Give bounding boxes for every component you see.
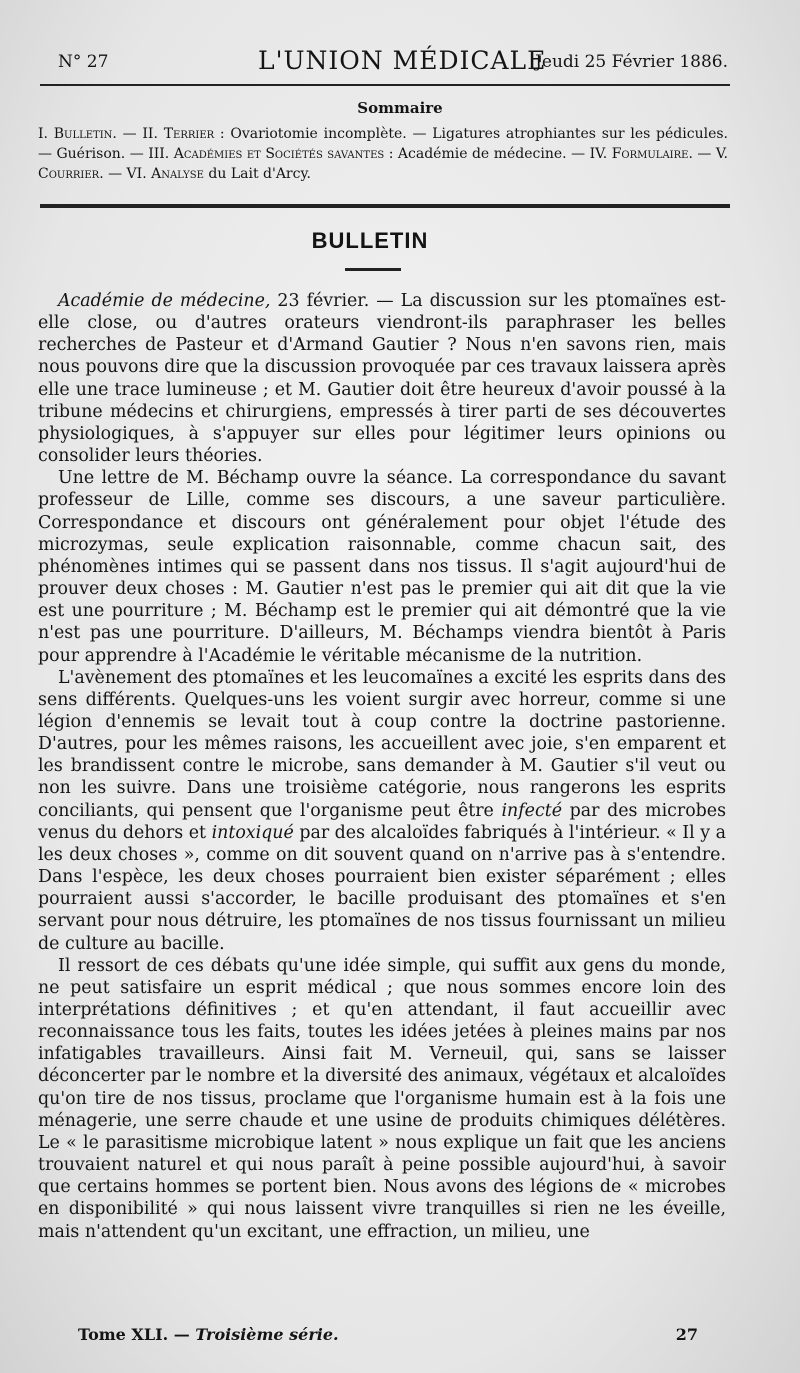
sommaire-vi-num: VI. bbox=[126, 166, 152, 182]
page-number: 27 bbox=[675, 1325, 698, 1344]
sommaire-iv-label: Formulaire bbox=[611, 146, 689, 162]
sommaire-ii-label: Terrier bbox=[163, 126, 215, 142]
paragraph-2: Une lettre de M. Béchamp ouvre la séance. La correspondance du savant professeur de Lille, comme ses discours, a une saveur particulière. Correspondance et discours ont généralement pour objet l'étude des microzymas, seule explication raisonnable, comme chacun sait, des phénomènes intimes qui se passent dans nos tissus. Il s'agit aujourd'hui de prouver deux choses : M. Gautier n'est pas le premier qui ait dit que la vie est une pourriture ; M. Béchamp est le premier qui ait démontré que la vie n'est pas une pourriture. D'ailleurs, M. Béchamps viendra bientôt à Paris pour apprendre à l'Académie le véritable mécanisme de la nutrition. bbox=[38, 468, 726, 666]
section-rule bbox=[40, 204, 730, 208]
sommaire-iii-text: : Académie de médecine. — bbox=[384, 146, 590, 162]
sommaire-vi-label: Analyse bbox=[151, 166, 204, 182]
paragraph-3-part-a: L'avènement des ptomaïnes et les leucomaïnes a excité les esprits dans des sens différents. Quelques-uns les voient surgir avec horreur, comme si une légion d'ennemis se levait tout à coup contre la doctrine pastorienne. D'autres, pour les mêmes raisons, les accueillent avec joie, s'en emparent et les brandissent contre le microbe, sans demander à M. Gautier s'il veut ou non les suivre. Dans une troisième catégorie, nous rangerons les esprits conciliants, qui pensent que l'organisme peut être bbox=[38, 667, 726, 821]
sommaire-vi-text: du Lait d'Arcy. bbox=[203, 166, 311, 182]
tome-label bbox=[78, 1325, 339, 1344]
masthead bbox=[58, 46, 728, 82]
bulletin-heading: BULLETIN bbox=[311, 228, 429, 253]
sommaire-iv-sep: . — bbox=[688, 146, 716, 162]
sommaire-ii-num: . — II. bbox=[112, 126, 164, 142]
sommaire-i-num: I. bbox=[38, 126, 54, 142]
sommaire-v-sep: . — bbox=[99, 166, 127, 182]
paragraph-3-part-c: par des alcaloïdes fabriqués à l'intérieur. « Il y a les deux choses », comme on dit souvent quand on n'arrive pas à s'entendre. Dans l'espèce, les deux choses pourraient bien exister séparément ; elles pourraient aussi s'accorder, le bacille produisant des ptomaïnes et s'en servant pour nous détruire, les ptomaïnes de nos tissus fournissant un milieu de culture au bacille. bbox=[38, 822, 727, 954]
paragraph-1-lead: Académie de médecine, bbox=[58, 291, 271, 311]
issue-date: Jeudi 25 Février 1886. bbox=[535, 52, 728, 72]
sommaire-iv-num: IV. bbox=[589, 146, 612, 162]
paragraph-1-text: 23 février. — La discussion sur les ptomaïnes est-elle close, ou d'autres orateurs viendront-ils paraphraser les belles recherches de Pasteur et d'Armand Gautier ? Nous n'en savons rien, mais nous pouvons dire que la discussion provoquée par ces travaux laissera après elle une trace lumineuse ; et M. Gautier doit être heureux d'avoir poussé à la tribune médecins et chirurgiens, empressés à tirer parti de ses découvertes physiologiques, à s'appuyer sur elles pour légitimer leurs opinions ou consolider leurs théories. bbox=[38, 291, 726, 467]
sommaire-i-label: Bulletin bbox=[53, 126, 113, 142]
sommaire-v-label: Courrier bbox=[38, 166, 100, 182]
paragraph-3-emphasis-intoxique: intoxiqué bbox=[211, 822, 294, 843]
tome-number: Tome XLI. — bbox=[78, 1325, 196, 1344]
sommaire-v-num: V. bbox=[715, 146, 728, 162]
sommaire-ii-text: : Ovariotomie incomplète. — Ligatures atrophiantes sur les pédicules. — Guérison. — bbox=[38, 126, 729, 162]
issue-number: N° 27 bbox=[58, 52, 109, 72]
sommaire-iii-label: Académies et Sociétés savantes bbox=[173, 146, 385, 162]
paragraph-4: Il ressort de ces débats qu'une idée simple, qui suffit aux gens du monde, ne peut satisfaire un esprit médical ; que nous sommes encore loin des interprétations définitives ; et qu'en attendant, il faut accueillir avec reconnaissance tous les faits, toutes les idées jetées à pleines mains par nos infatigables travailleurs. Ainsi fait M. Verneuil, qui, sans se laisser déconcerter par le nombre et la diversité des animaux, végétaux et alcaloïdes qu'on tire de nos tissus, proclame que l'organisme humain est à la fois une ménagerie, une serre chaude et une usine de produits chimiques délétères. Le « le parasitisme microbique latent » nous explique un fait que les anciens trouvaient naturel et qui nous paraît à peine possible aujourd'hui, à savoir que certains hommes se portent bien. Nous avons des légions de « microbes en disponibilité » qui nous laissent vivre tranquilles si rien ne les éveille, mais n'attendent qu'un excitant, une effraction, un milieu, une bbox=[38, 955, 726, 1242]
serie-label: Troisième série. bbox=[195, 1325, 339, 1344]
heading-underline bbox=[345, 268, 401, 271]
journal-title: L'UNION MÉDICALE bbox=[258, 46, 547, 75]
paragraph-1 bbox=[38, 290, 726, 467]
sommaire-title: Sommaire bbox=[357, 99, 443, 117]
header-rule bbox=[40, 84, 730, 86]
article-body bbox=[38, 290, 726, 1243]
paragraph-3-emphasis-infecte: infecté bbox=[501, 800, 562, 821]
sommaire-iii-num: III. bbox=[148, 146, 174, 162]
sommaire-contents bbox=[38, 124, 728, 184]
paragraph-3 bbox=[38, 667, 726, 955]
paragraph-3-part-b: par des microbes venus du dehors et bbox=[38, 800, 727, 843]
